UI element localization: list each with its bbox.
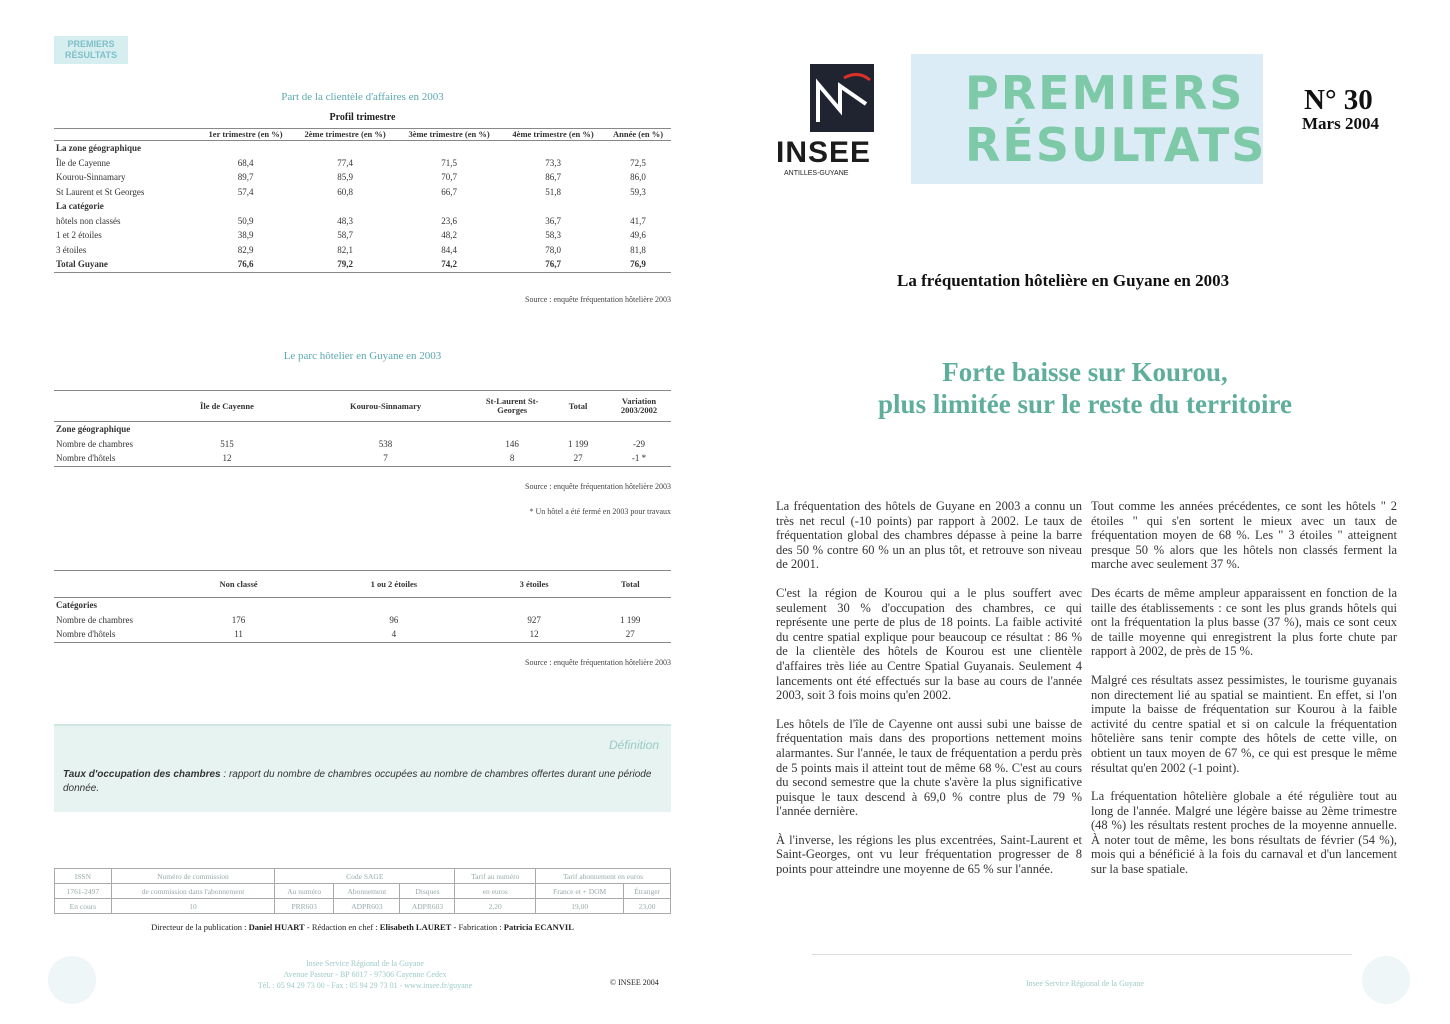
table1-title: Part de la clientèle d'affaires en 2003 [281,91,444,103]
cell-value: 76,7 [501,257,605,272]
issue-date: Mars 2004 [1302,114,1379,133]
meta-cell: 10 [111,899,274,914]
row-label: Zone géographique [56,424,131,435]
row-label: Nombre d'hôtels [54,627,168,642]
cell-value: 8 [475,451,549,466]
paragraph: Des écarts de même ampleur apparaissent en fonction de la taille des établissements : ce sont les plus grands hôtels qui ont la fréquentation la plus basse (37 %), mais ce sont ceux de taille moyenne qui enregistrent la plus forte chute par rapport à 2002, de près de 15 %. [1091,585,1397,659]
cell-value: 59,3 [630,186,646,197]
meta-cell: ADPR603 [334,899,400,914]
publication-meta-table [54,868,671,914]
cell-value: 89,7 [237,172,254,183]
cell-value: 58,3 [545,230,561,241]
table-row [54,170,671,185]
issue-number: N° 30 [1304,84,1373,116]
paragraph: Malgré ces résultats assez pessimistes, le tourisme guyanais non directement lié au spatial se maintient. En effet, si l'on impute la baisse de fréquentation sur Kourou à la faible activité du centre spatial et si on calcule la fréquentation hôtelière sans tenir compte des hôtels de cette ville, on obtient un taux moyen de 67 %, ce qui est presque le même résultat qu'en 2002 (-1 point). [1091,672,1397,775]
paragraph: À l'inverse, les régions les plus excentrées, Saint-Laurent et Saint-Georges, ont vu leur fréquentation progresser de 8 points pour atteindre une moyenne de 65 % sur l'année. [776,832,1082,877]
cell-value: 70,7 [441,172,457,183]
cell-value: 74,2 [397,257,501,272]
address-line: Insee Service Régional de la Guyane [306,959,424,968]
badge-line-1: PREMIERS [67,39,115,49]
cell-value: 27 [549,451,607,466]
table-row [54,257,671,272]
meta-cell: Tarif au numéro [455,869,536,884]
meta-cell: de commission dans l'abonnement [111,884,274,899]
cell-value [607,422,671,437]
t1-header: 1er trimestre (en %) [198,129,293,141]
table-row [54,437,671,452]
address-line: Avenue Pasteur - BP 6017 - 97306 Cayenne Cedex [283,970,447,979]
definition-term: Taux d'occupation des chambres [63,769,221,780]
table1-body [54,141,671,273]
insee-subtitle: ANTILLES-GUYANE [784,170,849,177]
cell-value [198,199,293,214]
table-row [54,141,671,156]
table2-note: * Un hôtel a été fermé en 2003 pour travaux [529,507,671,516]
meta-cell: PRR603 [275,899,334,914]
cell-value: 23,6 [441,215,457,226]
cell-value [293,141,397,156]
cell-value: 7 [296,451,475,466]
meta-cell: 2,20 [455,899,536,914]
cell-value: 76,6 [198,257,293,272]
meta-cell: 1761-2497 [55,884,112,899]
t2-header: Île de Cayenne [158,391,296,422]
cell-value: 12 [479,627,590,642]
t3-header: 1 ou 2 étoiles [309,571,479,598]
cell-value: 71,5 [441,157,457,168]
cell-value [293,199,397,214]
cell-value: 49,6 [630,230,646,241]
meta-cell: France et + DOM [536,884,624,899]
table-row [54,199,671,214]
article-subject: La fréquentation hôtelière en Guyane en 2003 [897,271,1230,290]
insee-logo-icon [810,64,874,132]
table-row [54,156,671,171]
cell-value: 51,8 [545,186,561,197]
table3-source: Source : enquête fréquentation hôtelière 2003 [525,658,671,667]
cell-value: -1 * [607,451,671,466]
table1-profile: Profil trimestre [329,112,396,123]
cell-value: 58,7 [337,230,353,241]
table-row [54,243,671,258]
table1 [54,128,671,273]
cell-value: 515 [220,438,234,449]
table-row [54,422,671,437]
cell-value: 1 199 [567,438,589,449]
row-label: Nombre de chambres [56,438,133,449]
cell-value: 57,4 [237,186,254,197]
table2-body [54,422,671,467]
headline-line-1: Forte baisse sur Kourou, [942,357,1228,387]
premiers-resultats-banner [911,54,1267,184]
cell-value: 50,9 [237,215,254,226]
cell-value: 85,9 [337,172,353,183]
cell-value: 86,7 [545,172,561,183]
headline-line-2: plus limitée sur le reste du territoire [878,389,1292,419]
badge-line-2: RÉSULTATS [65,50,117,60]
cell-value: 48,2 [441,230,457,241]
credits-editor: Elisabeth LAURET [379,922,452,932]
cell-value: 72,5 [630,157,646,168]
banner-word-2: RÉSULTATS [965,118,1267,172]
cell-value [605,199,671,214]
publication-credits [54,922,671,932]
cell-value [397,199,501,214]
row-label: 1 et 2 étoiles [56,230,102,241]
t2-header: Kourou-Sinnamary [296,391,475,422]
cell-value: 927 [527,614,541,625]
row-label: hôtels non classés [56,215,121,226]
meta-cell: Disques [400,884,455,899]
meta-cell: Au numéro [275,884,334,899]
cell-value: 96 [389,614,399,625]
row-label: La zone géographique [56,143,142,154]
cell-value [590,598,671,613]
cell-value: 84,4 [441,244,457,255]
definition-box [54,724,671,812]
insee-wordmark: INSEE [776,136,872,169]
row-label: Nombre d'hôtels [54,451,158,466]
cell-value: 82,9 [237,244,254,255]
cell-value: 77,4 [337,157,353,168]
cell-value: 12 [158,451,296,466]
cell-value: 27 [590,627,671,642]
table-row [54,627,671,642]
cell-value: 79,2 [293,257,397,272]
cell-value: 81,8 [630,244,646,255]
decorative-swirl-icon [48,956,96,1004]
table-row [54,451,671,466]
meta-cell: ADPR603 [400,899,455,914]
table-row [54,598,671,613]
article-column-2 [1091,499,1397,891]
row-label: Île de Cayenne [56,157,110,168]
cell-value: 48,3 [337,215,353,226]
meta-cell: En cours [55,899,112,914]
definition-label: Définition [608,738,659,752]
cell-value [309,598,479,613]
meta-cell: Numéro de commission [111,869,274,884]
table-row [54,214,671,229]
row-label: La catégorie [56,201,104,212]
row-label: 3 étoiles [56,244,87,255]
cell-value [549,422,607,437]
meta-cell: 19,00 [536,899,624,914]
cell-value: 38,9 [237,230,254,241]
t3-header: Total [590,571,671,598]
credits-maker: Patricia ECANVIL [503,922,574,932]
footer-text: Insee Service Régional de la Guyane [1026,979,1144,988]
t1-header: 4ème trimestre (en %) [501,129,605,141]
paragraph: La fréquentation hôtelière globale a été régulière tout au long de l'année. Malgré une légère baisse au 2ème trimestre (48 %) les résultats restent proches de la moyenne annuelle. À noter tout de même, les bons résultats de février (54 %), mois qui a bénéficié à la fois du carnaval et d'un lancement sur la base spatiale. [1091,789,1397,877]
banner-word-1: PREMIERS [965,66,1245,120]
address-line: Tél. : 05 94 29 73 00 - Fax : 05 94 29 73 01 - www.insee.fr/guyane [257,981,473,990]
publisher-address [200,958,530,991]
cell-value: 86,0 [630,172,646,183]
article-column-1 [776,499,1082,891]
credits-mid2: - Fabrication : [451,922,504,932]
table3 [54,570,671,643]
cell-value [198,141,293,156]
cell-value [501,141,605,156]
cell-value [501,199,605,214]
copyright: © INSEE 2004 [610,978,659,987]
cell-value [397,141,501,156]
cell-value [168,598,309,613]
cell-value: 538 [378,438,393,449]
definition-body: : rapport du nombre de chambres occupées au nombre de chambres offertes durant une période donnée. [63,769,652,794]
t1-header: Année (en %) [605,129,671,141]
paragraph: La fréquentation des hôtels de Guyane en 2003 a connu un très net recul (-10 points) par rapport à 2002. Le taux de fréquentation global des chambres dépasse à peine la barre des 50 % contre 60 % un an plus tôt, et retrouve son niveau de 2001. [776,499,1082,572]
table3-body [54,598,671,643]
paragraph: C'est la région de Kourou qui a le plus souffert avec seulement 30 % d'occupation des chambres, ce qui représente une perte de plus de 18 points. La faible activité du centre spatial explique pour beaucoup ce résultat : 86 % de la clientèle des hôtels de Kourou est une clientèle d'affaires très liée au Centre Spatial Guyanais. Seulement 4 lancements ont été effectués sur la base au cours de l'année 2003, soit 3 fois moins qu'en 2002. [776,585,1082,703]
row-label: Nombre de chambres [56,614,133,625]
cell-value: 176 [231,614,246,625]
t2-header: St-Laurent St-Georges [475,391,549,422]
cell-value: 78,0 [545,244,561,255]
article-headline [800,356,1370,420]
credits-prefix: Directeur de la publication : [151,922,249,932]
cell-value: 11 [168,627,309,642]
table2-title: Le parc hôtelier en Guyane en 2003 [283,350,442,362]
t2-header: Total [549,391,607,422]
meta-cell: Abonnement [334,884,400,899]
cell-value: 36,7 [545,215,561,226]
definition-text [63,768,663,796]
table2 [54,390,671,467]
decorative-swirl-icon [1362,956,1410,1004]
row-label: Total Guyane [54,257,198,272]
meta-cell: ISSN [55,869,112,884]
cell-value: 1 199 [620,614,641,625]
cell-value [296,422,475,437]
t3-header: Non classé [168,571,309,598]
table1-source: Source : enquête fréquentation hôtelière 2003 [525,295,671,304]
meta-cell: 23,00 [624,899,671,914]
footer-divider [812,954,1352,955]
cell-value [605,141,671,156]
cell-value: 4 [309,627,479,642]
t1-header: 2ème trimestre (en %) [293,129,397,141]
cell-value: 146 [505,438,519,449]
paragraph: Tout comme les années précédentes, ce sont les hôtels " 2 étoiles " qui s'en sortent le mieux avec un taux de fréquentation moyen de 68 %. Les " 3 étoiles " atteignent presque 50 % alors que les hôtels non classés ferment la marche avec seulement 37 %. [1091,499,1397,572]
cell-value: 66,7 [441,186,457,197]
cell-value: 68,4 [237,157,254,168]
table-row [54,228,671,243]
t3-header: 3 étoiles [479,571,590,598]
premiers-resultats-badge [54,36,128,64]
cell-value: 82,1 [337,244,353,255]
cell-value [158,422,296,437]
meta-cell: Étranger [624,884,671,899]
cell-value: -29 [633,438,645,449]
meta-cell: Code SAGE [275,869,455,884]
cell-value [479,598,590,613]
cell-value: 41,7 [630,215,646,226]
credits-mid1: - Rédaction en chef : [304,922,380,932]
paragraph: Les hôtels de l'île de Cayenne ont aussi subi une baisse de fréquentation mais dans des proportions nettement moins alarmantes. Sur l'année, le taux de fréquentation a perdu près de 5 points mais il atteint tout de même 68 %. C'est au cours du second semestre que la chute s'avère la plus significative puisque le taux descend à 69,0 % contre plus de 79 % l'année dernière. [776,716,1082,819]
table-row [54,613,671,628]
cell-value [475,422,549,437]
row-label: Catégories [56,600,97,611]
row-label: St Laurent et St Georges [56,186,145,197]
cell-value: 60,8 [337,186,353,197]
row-label: Kourou-Sinnamary [56,172,126,183]
credits-director: Daniel HUART [248,922,305,932]
table2-source: Source : enquête fréquentation hôtelière 2003 [525,482,671,491]
meta-cell: en euros [455,884,536,899]
t2-header: Variation 2003/2002 [607,391,671,422]
table-row [54,185,671,200]
cell-value: 76,9 [605,257,671,272]
t1-header: 3ème trimestre (en %) [397,129,501,141]
cell-value: 73,3 [545,157,561,168]
meta-cell: Tarif abonnement en euros [536,869,671,884]
